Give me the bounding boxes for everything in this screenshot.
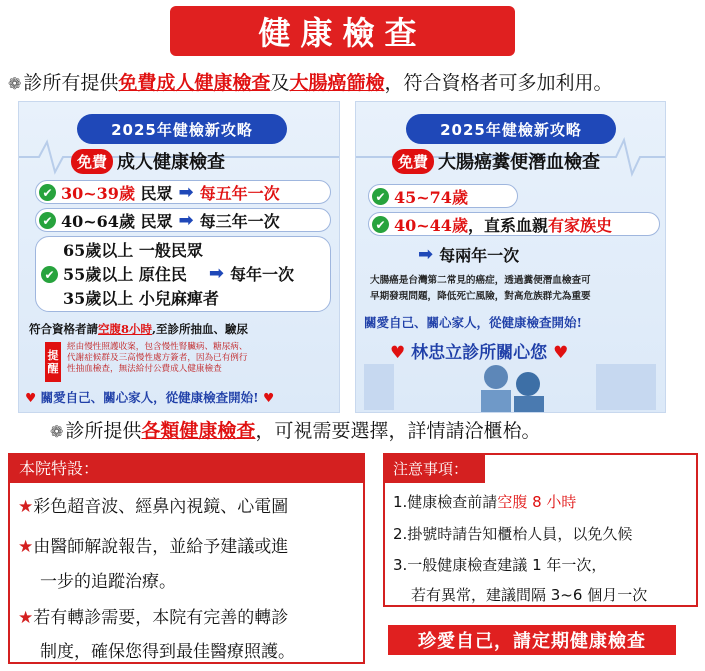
feature-item: ★由醫師解說報告，並給予建議或進 — [18, 537, 289, 557]
check-icon: ✔ — [39, 212, 56, 229]
poster-title: 免費 大腸癌糞便潛血檢查 — [392, 148, 600, 174]
cta-banner: 珍愛自己，請定期健康檢查 — [388, 625, 676, 655]
note-item-3b: 若有異常，建議間隔 3~6 個月一次 — [411, 586, 648, 604]
reminder-tag: 提 醒 — [45, 342, 61, 382]
poster-banner: 2025年健檢新攻略 — [77, 114, 287, 144]
page-title: 健康檢查 — [170, 6, 515, 56]
notes-heading: 注意事項： — [385, 455, 485, 483]
notes-box — [383, 453, 698, 607]
info-line-2: 早期發現問題，降低死亡風險，對高危族群尤為重要 — [370, 291, 591, 302]
eligibility-note: 符合資格者請空腹8小時,至診所抽血、驗尿 — [29, 322, 249, 336]
check-icon: ✔ — [39, 184, 56, 201]
note-item-1: 1.健康檢查前請空腹 8 小時 — [393, 493, 577, 511]
feature-item-cont: 制度，確保您得到最佳醫療照護。 — [40, 642, 295, 662]
note-item-3: 3.一般健康檢查建議 1 年一次， — [393, 556, 607, 574]
age-row-1: ✔ 30~39歲 民眾 ➡ 每五年一次 — [39, 181, 280, 204]
free-checkup-link: 免費成人健康檢查 — [118, 72, 271, 94]
colon-screening-poster — [355, 101, 666, 413]
check-icon: ✔ — [41, 266, 58, 283]
features-box — [8, 453, 365, 664]
heart-icon: ♥ — [25, 390, 37, 405]
flower-icon: ❁ — [50, 422, 64, 441]
free-tag: 免費 — [71, 149, 113, 174]
love-slogan: 關愛自己、關心家人，從健康檢查開始! — [364, 315, 582, 330]
arrow-right-icon: ➡ — [418, 244, 434, 265]
love-slogan: ♥ 關愛自己、關心家人，從健康檢查開始! ♥ — [25, 390, 275, 405]
group-row-2: 55歲以上 原住民 ➡ 每年一次 — [63, 263, 294, 284]
check-icon: ✔ — [372, 188, 389, 205]
group-row-3: 35歲以上 小兒麻痺者 — [63, 289, 219, 308]
feature-item: ★若有轉診需要，本院有完善的轉診 — [18, 608, 289, 628]
heart-icon: ♥ — [553, 343, 569, 363]
poster-banner: 2025年健檢新攻略 — [406, 114, 616, 144]
note-item-2: 2.掛號時請告知櫃枱人員，以免久候 — [393, 525, 633, 543]
arrow-right-icon: ➡ — [178, 210, 194, 231]
info-line-1: 大腸癌是台灣第二常見的癌症，透過糞便潛血檢查可 — [370, 275, 591, 286]
star-icon: ★ — [18, 537, 34, 557]
frequency-row: ➡ 每兩年一次 — [418, 244, 520, 265]
star-icon: ★ — [18, 608, 34, 628]
colon-screening-link: 大腸癌篩檢 — [289, 72, 385, 94]
group-row-1: 65歲以上 一般民眾 — [63, 241, 203, 260]
features-heading: 本院特設： — [10, 455, 363, 483]
check-icon: ✔ — [372, 216, 389, 233]
services-line: ❁ 診所提供各類健康檢查，可視需要選擇，詳情請洽櫃枱。 — [50, 420, 541, 442]
age-row-2: ✔ 40~44歲 ，直系血親 有家族史 — [372, 213, 612, 236]
poster-title: 免費 成人健康檢查 — [71, 148, 225, 174]
age-row-2: ✔ 40~64歲 民眾 ➡ 每三年一次 — [39, 209, 280, 232]
feature-item: ★彩色超音波、經鼻內視鏡、心電圖 — [18, 497, 289, 517]
arrow-right-icon: ➡ — [178, 182, 194, 203]
reminder-text: 經由慢性照護收案，包含慢性腎臟病、糖尿病、 代謝症候群及三高慢性處方簽者，因為已有例行 性抽血檢查，無法給付公費成人健康檢查 — [67, 342, 248, 374]
clinic-care: ♥ 林忠立診所關心您 ♥ — [390, 343, 569, 363]
intro-line: ❁ 診所有提供免費成人健康檢查及大腸癌篩檢，符合資格者可多加利用。 — [8, 72, 613, 94]
star-icon: ★ — [18, 497, 34, 517]
adult-checkup-poster — [18, 101, 340, 413]
heart-icon: ♥ — [262, 390, 275, 405]
age-row-1: ✔ 45~74歲 — [372, 185, 468, 208]
heart-icon: ♥ — [390, 343, 406, 363]
reminder-box — [45, 342, 335, 386]
flower-icon: ❁ — [8, 74, 22, 93]
feature-item-cont: 一步的追蹤治療。 — [40, 572, 176, 592]
arrow-right-icon: ➡ — [208, 263, 224, 284]
free-tag: 免費 — [392, 149, 434, 174]
